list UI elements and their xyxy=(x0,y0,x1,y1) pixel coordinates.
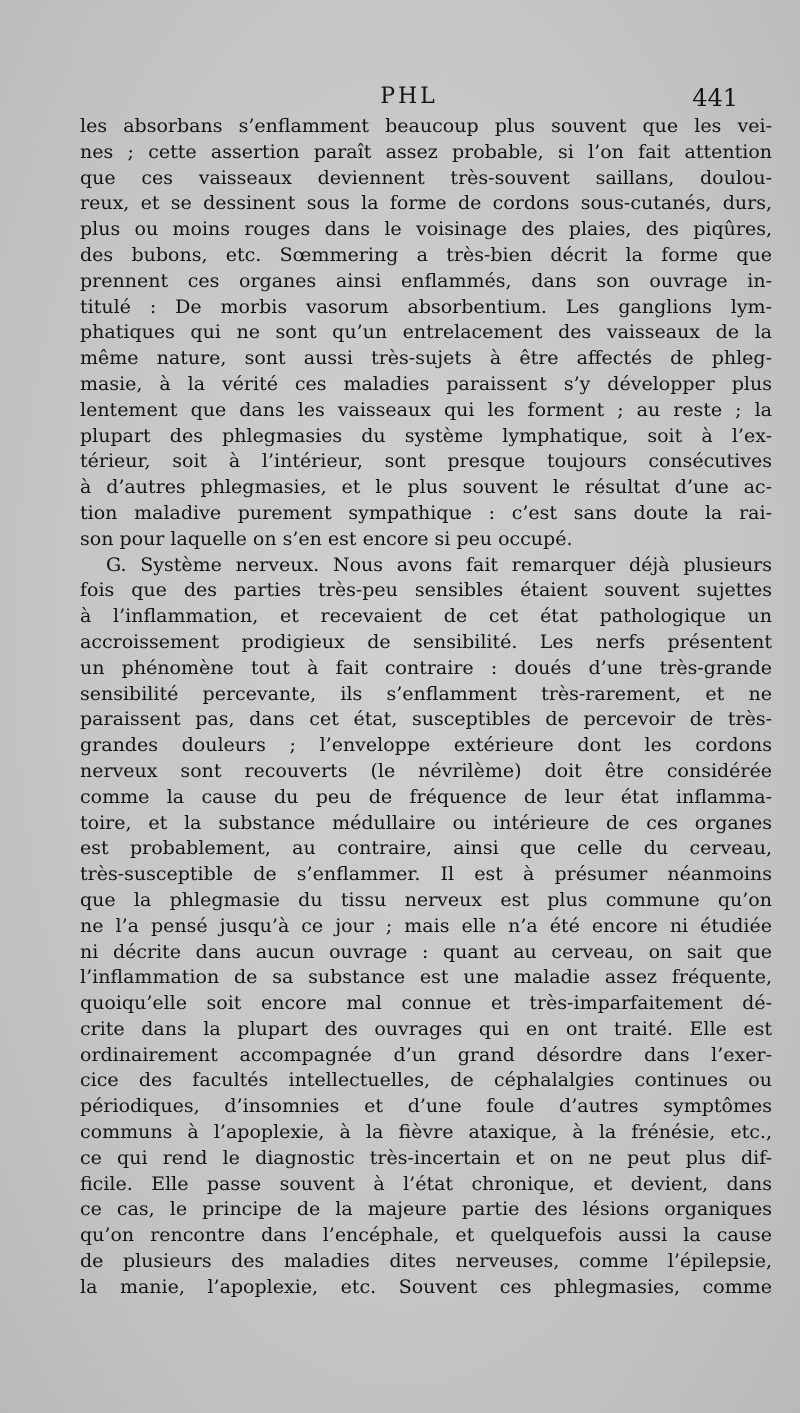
text-line: à d’autres phlegmasies, et le plus souvent le résultat d’une ac- xyxy=(80,476,772,499)
text-line: ne l’a pensé jusqu’à ce jour ; mais elle n’a été encore ni étudiée xyxy=(80,914,772,937)
text-line: ce cas, le principe de la majeure partie des lésions organiques xyxy=(80,1198,772,1221)
text-line: prennent ces organes ainsi enflammés, dans son ouvrage in- xyxy=(80,269,772,292)
text-line: très-susceptible de s’enflammer. Il est à présumer néanmoins xyxy=(80,863,772,886)
text-line: un phénomène tout à fait contraire : doués d’une très-grande xyxy=(80,656,772,679)
text-line: masie, à la vérité ces maladies paraissent s’y développer plus xyxy=(80,372,772,395)
text-line: nerveux sont recouverts (le névrilème) doit être considérée xyxy=(80,759,772,782)
text-line: périodiques, d’insomnies et d’une foule d’autres symptômes xyxy=(80,1095,772,1118)
body-text xyxy=(80,114,772,1301)
text-line: crite dans la plupart des ouvrages qui en ont traité. Elle est xyxy=(80,1017,772,1040)
text-line: ordinairement accompagnée d’un grand désordre dans l’exer- xyxy=(80,1043,772,1066)
text-line: que la phlegmasie du tissu nerveux est plus commune qu’on xyxy=(80,888,772,911)
text-line: communs à l’apoplexie, à la fièvre ataxique, à la frénésie, etc., xyxy=(80,1121,772,1144)
text-line: lentement que dans les vaisseaux qui les forment ; au reste ; la xyxy=(80,398,772,421)
text-line: grandes douleurs ; l’enveloppe extérieure dont les cordons xyxy=(80,734,772,757)
text-line: phatiques qui ne sont qu’un entrelacement des vaisseaux de la xyxy=(80,321,772,344)
text-line: tion maladive purement sympathique : c’est sans doute la rai- xyxy=(80,501,772,524)
text-line: de plusieurs des maladies dites nerveuses, comme l’épilepsie, xyxy=(80,1250,772,1273)
text-line: titulé : De morbis vasorum absorbentium. Les ganglions lym- xyxy=(80,295,772,318)
text-line: ni décrite dans aucun ouvrage : quant au cerveau, on sait que xyxy=(80,940,772,963)
running-head xyxy=(80,84,738,114)
text-line: quoiqu’elle soit encore mal connue et très-imparfaitement dé- xyxy=(80,992,772,1015)
text-line: même nature, sont aussi très-sujets à être affectés de phleg- xyxy=(80,347,772,370)
text-line: qu’on rencontre dans l’encéphale, et quelquefois aussi la cause xyxy=(80,1224,772,1247)
text-line: toire, et la substance médullaire ou intérieure de ces organes xyxy=(80,811,772,834)
text-line: est probablement, au contraire, ainsi que celle du cerveau, xyxy=(80,837,772,860)
text-line: l’inflammation de sa substance est une maladie assez fréquente, xyxy=(80,966,772,989)
text-line: paraissent pas, dans cet état, susceptibles de percevoir de très- xyxy=(80,708,772,731)
text-line: des bubons, etc. Sœmmering a très-bien décrit la forme que xyxy=(80,243,772,266)
text-line: les absorbans s’enflamment beaucoup plus souvent que les vei- xyxy=(80,115,772,137)
page-number: 441 xyxy=(692,84,738,112)
text-line: comme la cause du peu de fréquence de leur état inflamma- xyxy=(80,785,772,808)
text-line: son pour laquelle on s’en est encore si peu occupé. xyxy=(80,527,573,550)
text-line: accroissement prodigieux de sensibilité. Les nerfs présentent xyxy=(80,630,772,653)
text-line: térieur, soit à l’intérieur, sont presque toujours consécutives xyxy=(80,450,772,473)
text-line: plus ou moins rouges dans le voisinage des plaies, des piqûres, xyxy=(80,218,772,241)
text-line: reux, et se dessinent sous la forme de cordons sous-cutanés, durs, xyxy=(80,192,772,215)
text-line: à l’inflammation, et recevaient de cet état pathologique un xyxy=(80,605,772,628)
text-line: fois que des parties très-peu sensibles étaient souvent sujettes xyxy=(80,579,772,602)
text-line: plupart des phlegmasies du système lymphatique, soit à l’ex- xyxy=(80,424,772,447)
text-line: que ces vaisseaux deviennent très-souvent saillans, doulou- xyxy=(80,166,772,189)
text-line: ce qui rend le diagnostic très-incertain et on ne peut plus dif- xyxy=(80,1146,772,1169)
text-line: ficile. Elle passe souvent à l’état chronique, et devient, dans xyxy=(80,1172,772,1195)
text-line: cice des facultés intellectuelles, de céphalalgies continues ou xyxy=(80,1069,772,1092)
running-title: PHL xyxy=(380,84,438,109)
text-line: la manie, l’apoplexie, etc. Souvent ces phlegmasies, comme xyxy=(80,1275,772,1298)
text-line: nes ; cette assertion paraît assez probable, si l’on fait attention xyxy=(80,140,772,163)
section-start-line: G. Système nerveux. Nous avons fait remarquer déjà plusieurs xyxy=(106,553,772,576)
text-line: sensibilité percevante, ils s’enflamment très-rarement, et ne xyxy=(80,682,772,705)
